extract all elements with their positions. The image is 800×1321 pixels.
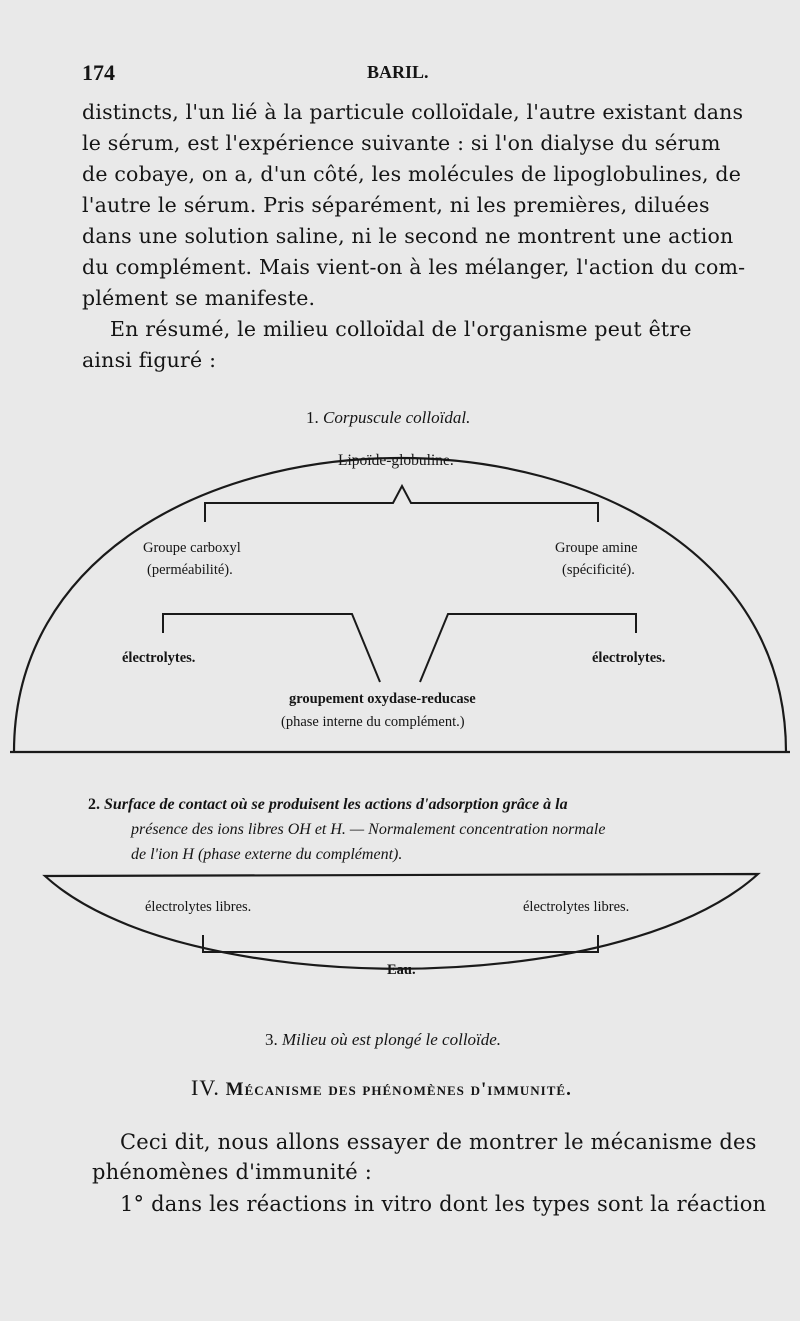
paragraph-line: du complément. Mais vient-on à les mélanger, l'action du com-: [82, 255, 746, 279]
paragraph-line: Ceci dit, nous allons essayer de montrer le mécanisme des: [120, 1130, 757, 1154]
paragraph-line: distincts, l'un lié à la particule colloïdale, l'autre existant dans: [82, 100, 744, 124]
label-electrolytes-right: électrolytes.: [592, 650, 666, 666]
label-electrolytes-libres-left: électrolytes libres.: [145, 899, 252, 915]
paragraph-line: plément se manifeste.: [82, 286, 316, 310]
label-lipoide: Lipoïde-globuline.: [338, 452, 454, 469]
electrolyte-bracket-right: [420, 614, 636, 682]
running-title: BARIL.: [367, 62, 429, 82]
figure-caption-2-line: de l'ion H (phase externe du complément).: [131, 846, 403, 863]
section-title: Mécanisme des phénomènes d'immunité.: [225, 1079, 572, 1100]
section-numeral: IV.: [191, 1075, 220, 1100]
caption-number: 1.: [306, 408, 319, 427]
lipoide-brace: [205, 486, 598, 522]
section-heading: [191, 1075, 572, 1101]
paragraph-line: de cobaye, on a, d'un côté, les molécules de lipoglobulines, de: [82, 162, 742, 186]
eau-bracket: [203, 935, 598, 952]
contact-lens: [45, 874, 758, 969]
electrolyte-bracket-left: [163, 614, 380, 682]
paragraph-line: phénomènes d'immunité :: [92, 1160, 373, 1184]
label-eau: Eau.: [387, 962, 416, 978]
figure-caption-2-line: [88, 796, 568, 814]
paragraph-line: dans une solution saline, ni le second ne montrent une action: [82, 224, 734, 248]
label-phase-interne: (phase interne du complément.): [281, 714, 465, 730]
label-permeabilite: (perméabilité).: [147, 562, 233, 578]
label-specificite: (spécificité).: [562, 562, 635, 578]
paragraph-line: l'autre le sérum. Pris séparément, ni les premières, diluées: [82, 193, 710, 217]
figure-caption-1: [306, 408, 470, 428]
figure-caption-2-line: présence des ions libres OH et H. — Normalement concentration normale: [131, 821, 606, 838]
paragraph-line: ainsi figuré :: [82, 348, 217, 372]
page-number: 174: [82, 60, 115, 85]
caption-number: 3.: [265, 1030, 278, 1049]
caption-text: Surface de contact où se produisent les actions d'adsorption grâce à la: [104, 796, 568, 813]
caption-text: Corpuscule colloïdal.: [323, 408, 471, 427]
label-electrolytes-left: électrolytes.: [122, 650, 196, 666]
label-groupement: groupement oxydase-reducase: [289, 691, 476, 707]
label-electrolytes-libres-right: électrolytes libres.: [523, 899, 630, 915]
label-groupe-carboxyl: Groupe carboxyl: [143, 540, 241, 556]
caption-number: 2.: [88, 796, 100, 813]
paragraph-line: le sérum, est l'expérience suivante : si l'on dialyse du sérum: [82, 131, 721, 155]
paragraph-line: 1° dans les réactions in vitro dont les types sont la réaction: [120, 1192, 767, 1216]
label-groupe-amine: Groupe amine: [555, 540, 638, 556]
paragraph-line: En résumé, le milieu colloïdal de l'organisme peut être: [110, 317, 692, 341]
caption-text: Milieu où est plongé le colloïde.: [282, 1030, 502, 1049]
figure-caption-3: [265, 1030, 501, 1050]
